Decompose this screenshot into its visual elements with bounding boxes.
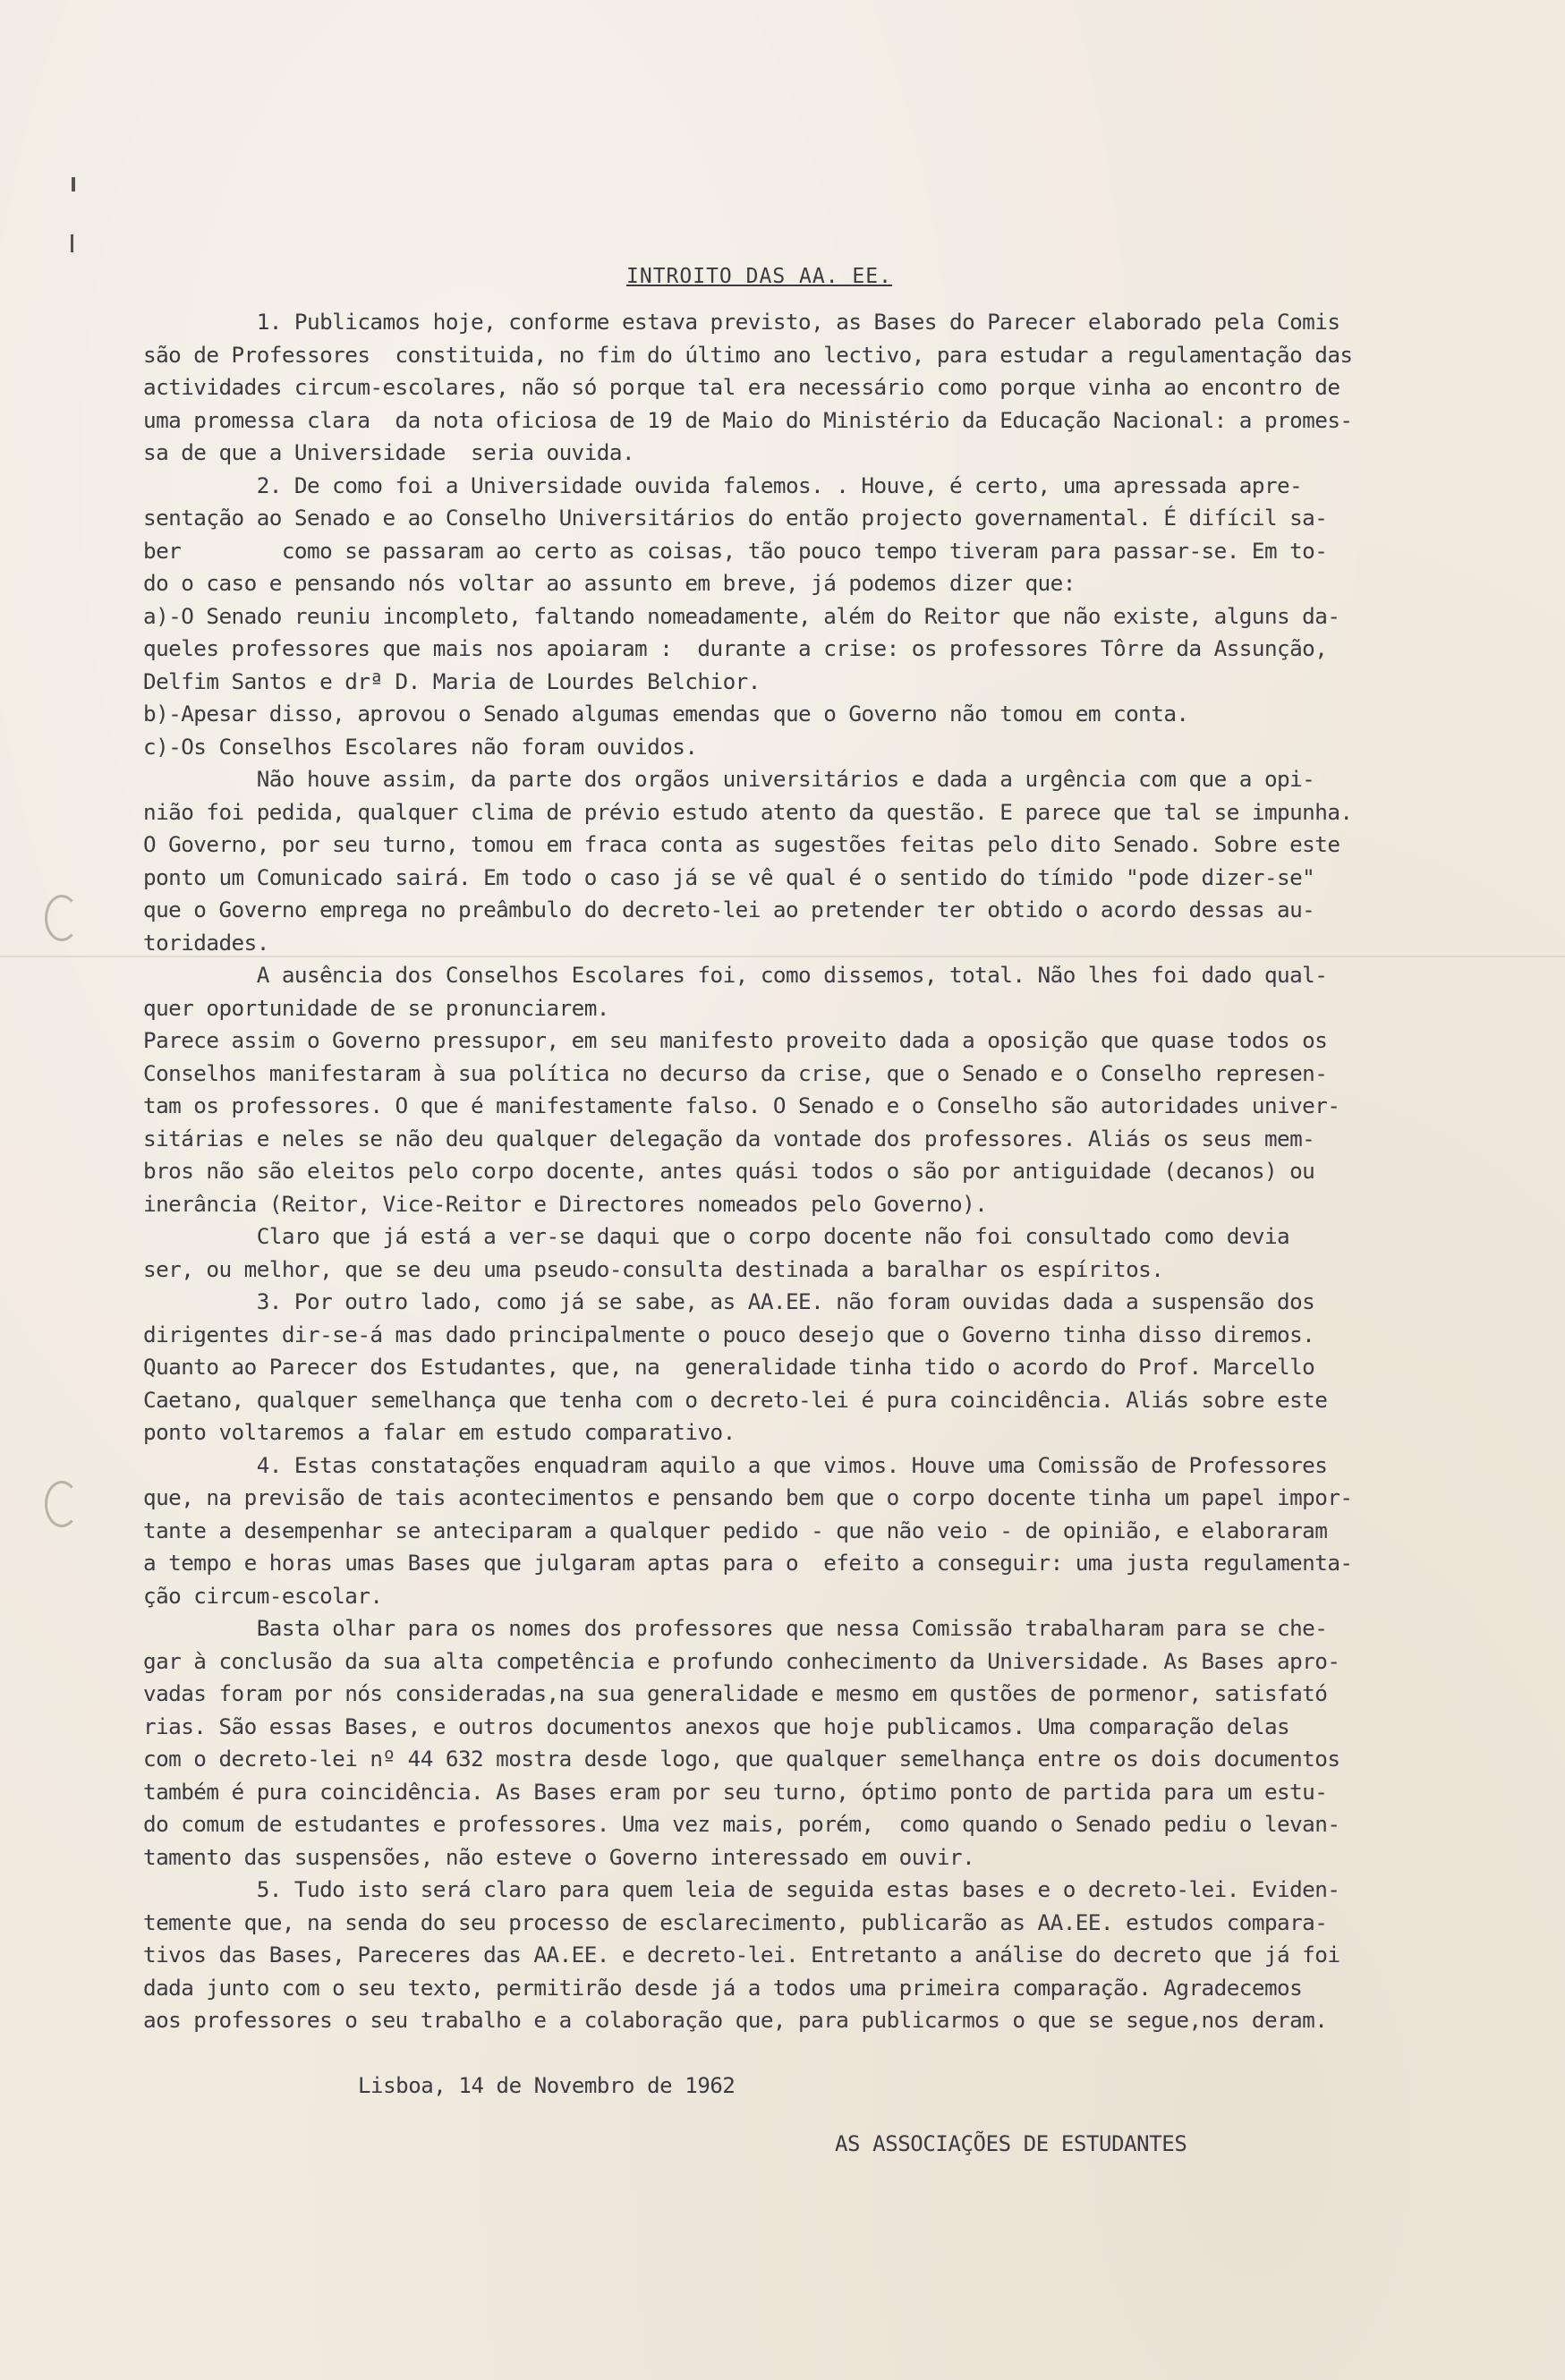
text-line: também é pura coincidência. As Bases eram por seu turno, óptimo ponto de partida para um estu- xyxy=(143,1778,1328,1805)
paper-mark xyxy=(72,177,75,191)
text-line: nião foi pedida, qualquer clima de prévio estudo atento da questão. E parece que tal se impunha. xyxy=(143,798,1353,825)
text-line: do comum de estudantes e professores. Uma vez mais, porém, como quando o Senado pediu o levan- xyxy=(143,1811,1340,1837)
text-line: 1. Publicamos hoje, conforme estava previsto, as Bases do Parecer elaborado pela Comis xyxy=(143,309,1340,335)
text-line: quer oportunidade de se pronunciarem. xyxy=(143,994,609,1021)
text-line: tamento das suspensões, não esteve o Governo interessado em ouvir. xyxy=(143,1843,975,1870)
text-line: queles professores que mais nos apoiaram : durante a crise: os professores Tôrre da Assunção, xyxy=(143,635,1328,661)
punch-hole xyxy=(45,895,79,941)
text-line: ponto voltaremos a falar em estudo comparativo. xyxy=(143,1419,736,1445)
text-line: dada junto com o seu texto, permitirão desde já a todos uma primeira comparação. Agradecemos xyxy=(143,1974,1303,2001)
text-line: tivos das Bases, Pareceres das AA.EE. e decreto-lei. Entretanto a análise do decreto que já foi xyxy=(143,1942,1340,1968)
text-line: Claro que já está a ver-se daqui que o corpo docente não foi consultado como devia xyxy=(143,1223,1290,1249)
text-line: tam os professores. O que é manifestamente falso. O Senado e o Conselho são autoridades univer- xyxy=(143,1092,1340,1118)
text-line: dirigentes dir-se-á mas dado principalmente o pouco desejo que o Governo tinha disso diremos. xyxy=(143,1321,1315,1347)
place-date: Lisboa, 14 de Novembro de 1962 xyxy=(358,2072,736,2098)
text-line: sa de que a Universidade seria ouvida. xyxy=(143,439,635,465)
punch-hole xyxy=(45,1481,79,1527)
text-line: sentação ao Senado e ao Conselho Universitários do então projecto governamental. É difícil sa- xyxy=(143,505,1328,531)
text-line: gar à conclusão da sua alta competência e profundo conhecimento da Universidade. As Bases apro- xyxy=(143,1647,1340,1674)
text-line: que o Governo emprega no preâmbulo do decreto-lei ao pretender ter obtido o acordo dessas au- xyxy=(143,897,1315,922)
text-line: com o decreto-lei nº 44 632 mostra desde logo, que qualquer semelhança entre os dois documentos xyxy=(143,1746,1340,1772)
text-line: toridades. xyxy=(143,929,269,956)
document-title: INTROITO DAS AA. EE. xyxy=(626,265,892,288)
text-line: Quanto ao Parecer dos Estudantes, que, na generalidade tinha tido o acordo do Prof. Marcello xyxy=(143,1354,1315,1380)
text-line: b)-Apesar disso, aprovou o Senado algumas emendas que o Governo não tomou em conta. xyxy=(143,701,1189,727)
text-line: tante a desempenhar se anteciparam a qualquer pedido - que não veio - de opinião, e elaboraram xyxy=(143,1517,1328,1543)
text-line: 5. Tudo isto será claro para quem leia de seguida estas bases e o decreto-lei. Eviden- xyxy=(143,1876,1340,1902)
text-line: aos professores o seu trabalho e a colaboração que, para publicarmos o que se segue,nos deram. xyxy=(143,2007,1328,2033)
text-line: do o caso e pensando nós voltar ao assunto em breve, já podemos dizer que: xyxy=(143,570,1076,596)
text-line: 3. Por outro lado, como já se sabe, as AA.EE. não foram ouvidas dada a suspensão dos xyxy=(143,1288,1315,1314)
text-line: Delfim Santos e drª D. Maria de Lourdes Belchior. xyxy=(143,667,761,694)
signature: AS ASSOCIAÇÕES DE ESTUDANTES xyxy=(835,2130,1187,2156)
text-line: ber como se passaram ao certo as coisas, tão pouco tempo tiveram para passar-se. Em to- xyxy=(143,537,1328,564)
text-line: Parece assim o Governo pressupor, em seu manifesto proveito dada a oposição que quase todos os xyxy=(143,1027,1328,1053)
text-line: Não houve assim, da parte dos orgãos universitários e dada a urgência com que a opi- xyxy=(143,766,1315,792)
text-line: são de Professores constituida, no fim do último ano lectivo, para estudar a regulamentação das xyxy=(143,341,1353,368)
text-line: ser, ou melhor, que se deu uma pseudo-consulta destinada a baralhar os espíritos. xyxy=(143,1255,1164,1282)
text-line: Caetano, qualquer semelhança que tenha com o decreto-lei é pura coincidência. Aliás sobre este xyxy=(143,1386,1328,1413)
text-line: sitárias e neles se não deu qualquer delegação da vontade dos professores. Aliás os seus mem- xyxy=(143,1125,1315,1152)
text-line: c)-Os Conselhos Escolares não foram ouvidos. xyxy=(143,733,698,760)
text-line: A ausência dos Conselhos Escolares foi, como dissemos, total. Não lhes foi dado qual- xyxy=(143,962,1328,988)
text-line: bros não são eleitos pelo corpo docente, antes quási todos o são por antiguidade (decanos) ou xyxy=(143,1158,1315,1184)
text-line: 2. De como foi a Universidade ouvida falemos. . Houve, é certo, uma apressada apre- xyxy=(143,472,1303,498)
text-line: a)-O Senado reuniu incompleto, faltando nomeadamente, além do Reitor que não existe, alguns da- xyxy=(143,602,1340,629)
text-line: 4. Estas constatações enquadram aquilo a que vimos. Houve uma Comissão de Professores xyxy=(143,1451,1328,1478)
paper-mark xyxy=(71,234,73,252)
text-line: ção circum-escolar. xyxy=(143,1582,383,1609)
text-line: que, na previsão de tais acontecimentos e pensando bem que o corpo docente tinha um papel impor- xyxy=(143,1484,1353,1510)
text-line: Conselhos manifestaram à sua política no decurso da crise, que o Senado e o Conselho represen- xyxy=(143,1059,1328,1086)
text-line: Basta olhar para os nomes dos professores que nessa Comissão trabalharam para se che- xyxy=(143,1615,1328,1641)
text-line: temente que, na senda do seu processo de esclarecimento, publicarão as AA.EE. estudos compara- xyxy=(143,1908,1328,1935)
text-line: O Governo, por seu turno, tomou em fraca conta as sugestões feitas pelo dito Senado. Sobre este xyxy=(143,831,1340,857)
text-line: inerância (Reitor, Vice-Reitor e Directores nomeados pelo Governo). xyxy=(143,1190,988,1217)
text-line: ponto um Comunicado sairá. Em todo o caso já se vê qual é o sentido do tímido "pode dizer-se" xyxy=(143,863,1315,890)
text-line: a tempo e horas umas Bases que julgaram aptas para o efeito a conseguir: uma justa regulamenta- xyxy=(143,1550,1353,1576)
text-line: vadas foram por nós consideradas,na sua generalidade e mesmo em qustões de pormenor, satisfató xyxy=(143,1680,1328,1706)
text-line: uma promessa clara da nota oficiosa de 19 de Maio do Ministério da Educação Nacional: a promes- xyxy=(143,406,1353,433)
document-body xyxy=(143,306,1503,2037)
text-line: rias. São essas Bases, e outros documentos anexos que hoje publicamos. Uma comparação delas xyxy=(143,1713,1290,1739)
text-line: actividades circum-escolares, não só porque tal era necessário como porque vinha ao encontro de xyxy=(143,374,1340,400)
